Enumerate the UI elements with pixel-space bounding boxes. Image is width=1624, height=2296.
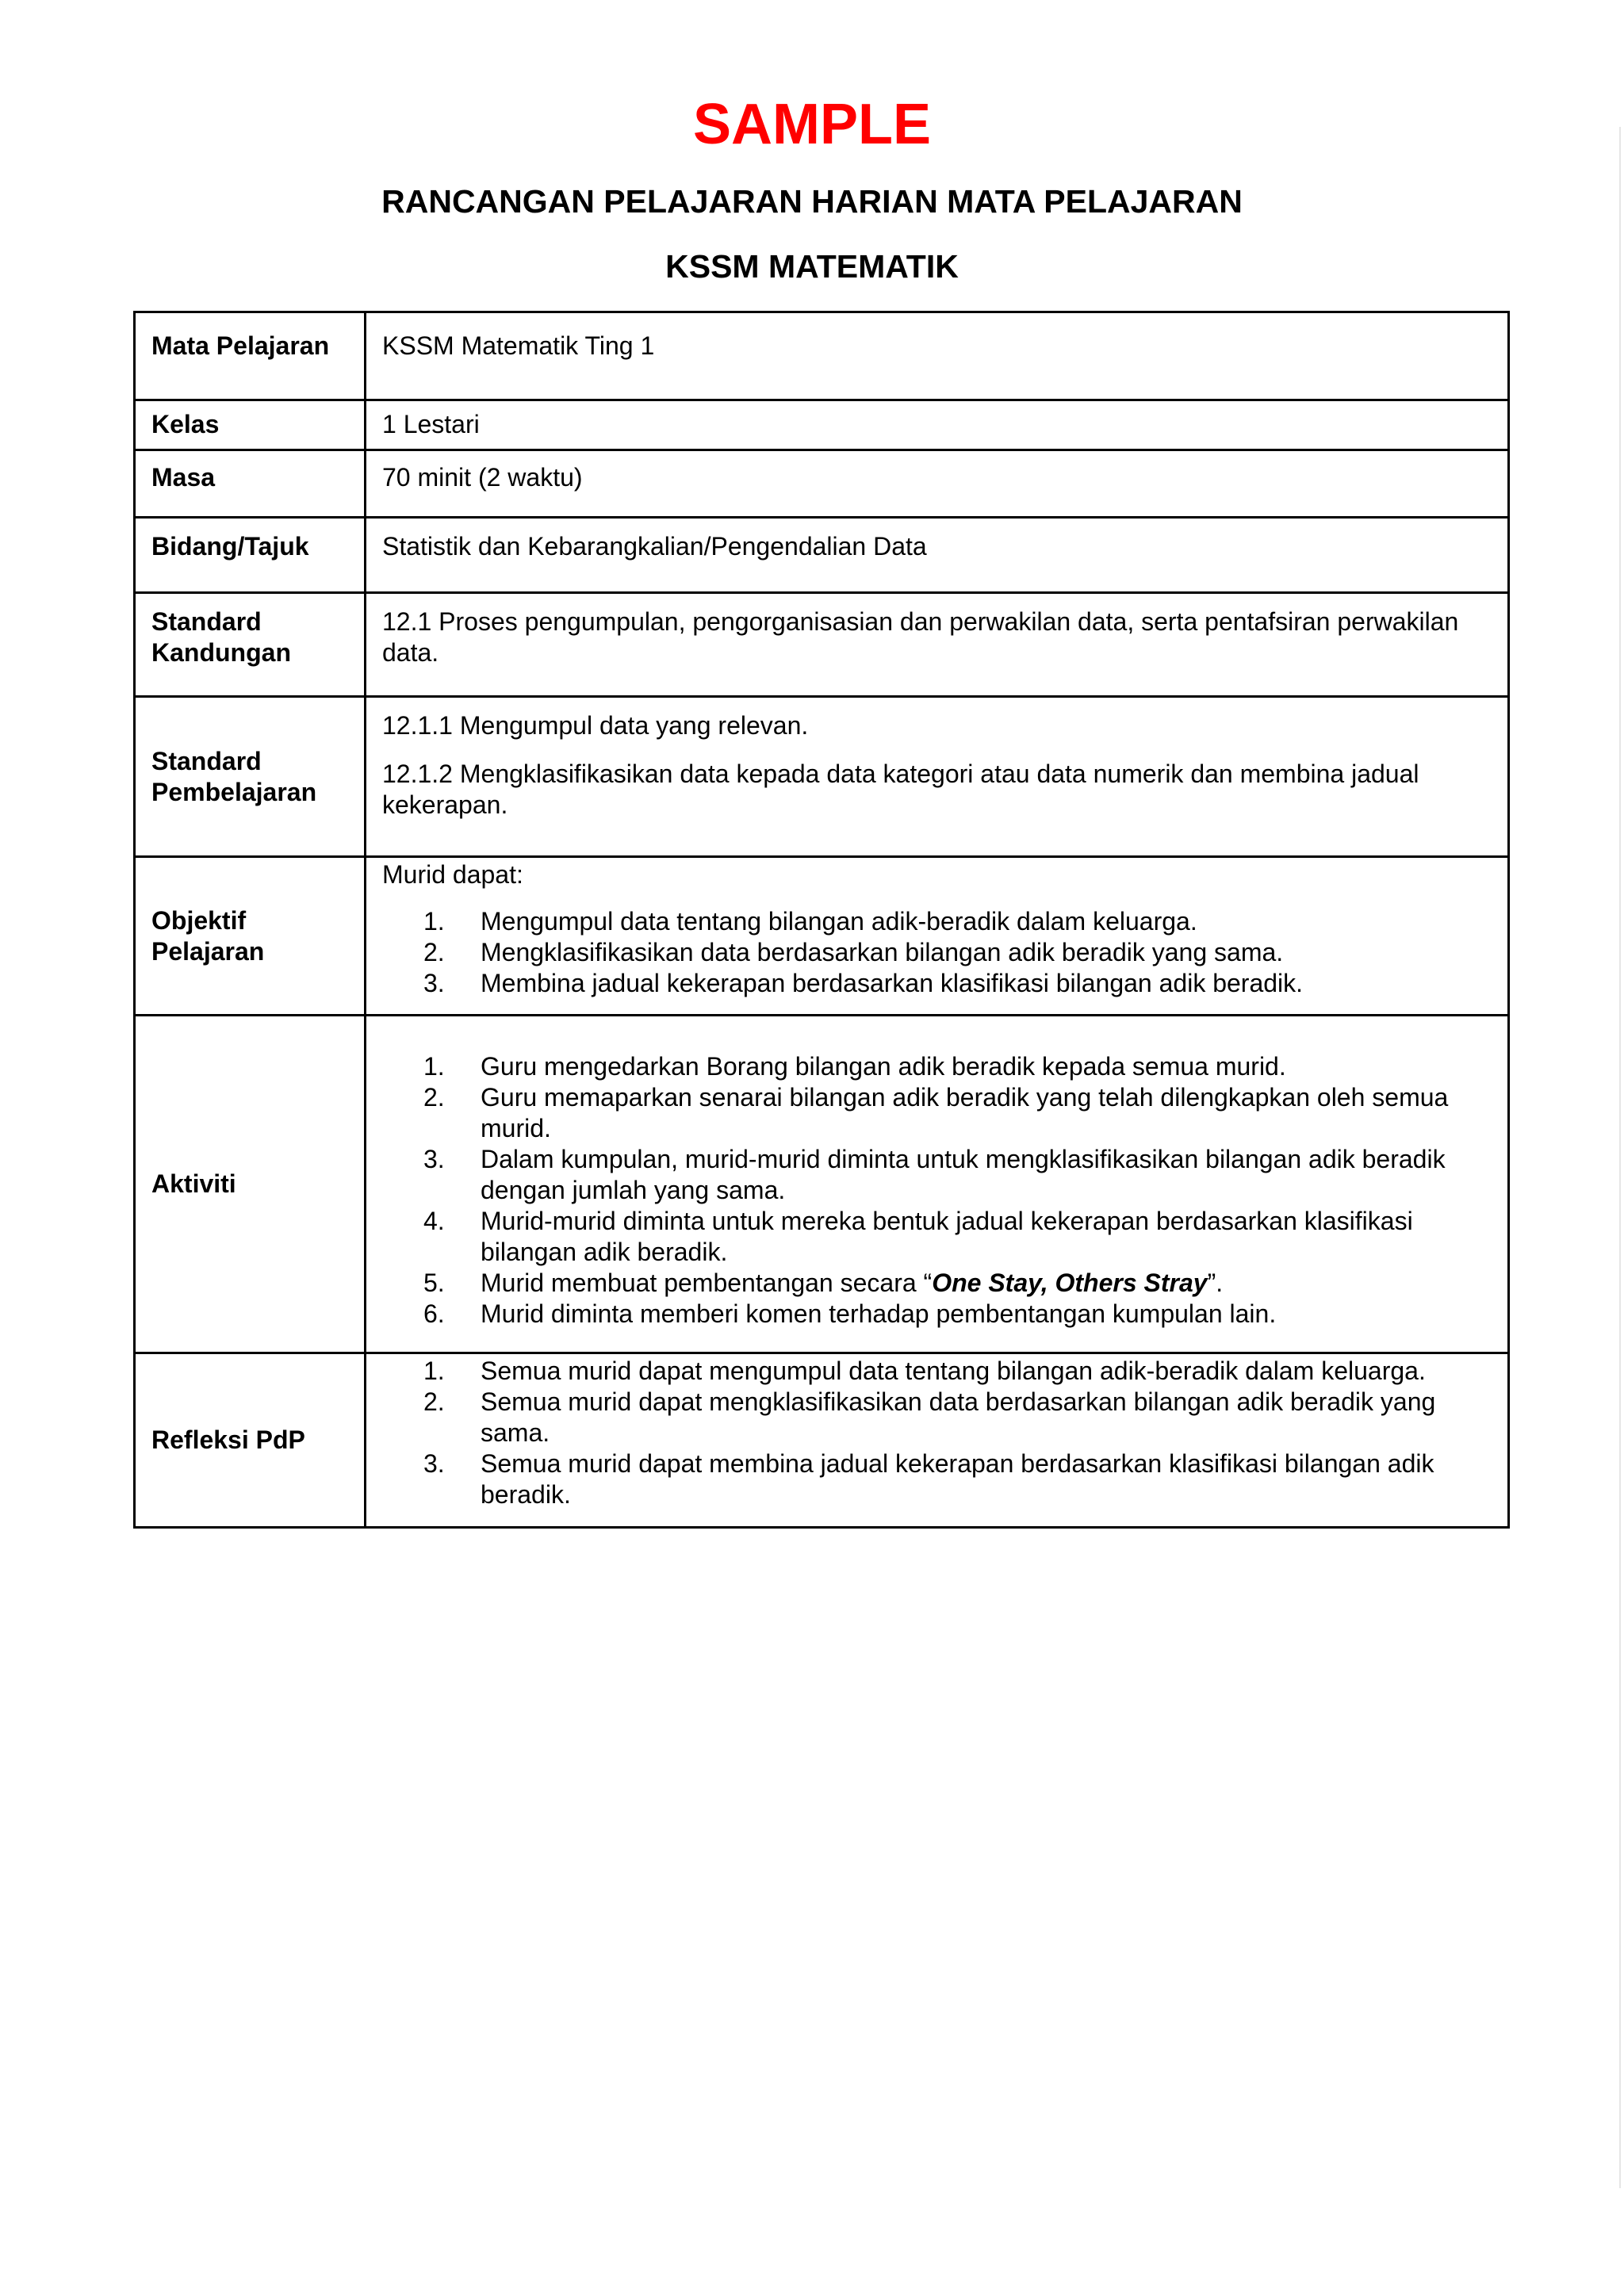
row-label: Objektif Pelajaran: [151, 905, 265, 966]
value-cell: [366, 697, 1509, 857]
value-cell: 12.1 Proses pengumpulan, pengorganisasian dan perwakilan data, serta pentafsiran perwakilan data.: [366, 593, 1509, 697]
activity-list: [382, 1051, 1492, 1330]
label-cell: [135, 1353, 366, 1528]
list-item: Membina jadual kekerapan berdasarkan klasifikasi bilangan adik beradik.: [481, 969, 1304, 997]
row-label: Aktiviti: [151, 1169, 236, 1198]
row-refleksi: [135, 1353, 1509, 1528]
list-item: Semua murid dapat mengumpul data tentang bilangan adik-beradik dalam keluarga.: [481, 1357, 1426, 1385]
row-kelas: [135, 400, 1509, 450]
list-item: Semua murid dapat membina jadual kekerapan berdasarkan klasifikasi bilangan adik beradik.: [481, 1449, 1434, 1509]
document-subtitle: KSSM MATEMATIK: [665, 248, 959, 285]
label-cell: [135, 450, 366, 518]
row-label: Standard Kandungan: [151, 607, 291, 667]
list-item: [481, 1268, 1492, 1299]
value-cell: KSSM Matematik Ting 1: [366, 312, 1509, 400]
value-cell: [366, 1353, 1509, 1528]
value-cell: [366, 857, 1509, 1016]
label-cell: [135, 400, 366, 450]
item-text: ”.: [1207, 1269, 1224, 1297]
item-text: Murid membuat pembentangan secara “: [481, 1269, 933, 1297]
list-item: Murid-murid diminta untuk mereka bentuk jadual kekerapan berdasarkan klasifikasi bilangan adik beradik.: [481, 1207, 1413, 1266]
row-label: Bidang/Tajuk: [151, 532, 309, 561]
row-label: Kelas: [151, 410, 220, 438]
row-aktiviti: [135, 1016, 1509, 1353]
row-mata-pelajaran: [135, 312, 1509, 400]
label-cell: [135, 593, 366, 697]
list-item: Guru mengedarkan Borang bilangan adik beradik kepada semua murid.: [481, 1052, 1286, 1081]
objective-intro: Murid dapat:: [382, 860, 523, 889]
value-cell: [366, 1016, 1509, 1353]
emphasis-text: One Stay, Others Stray: [932, 1269, 1208, 1297]
row-standard-pembelajaran: [135, 697, 1509, 857]
row-label: Mata Pelajaran: [151, 331, 330, 360]
value-cell: 70 minit (2 waktu): [366, 450, 1509, 518]
objective-list: [382, 906, 1492, 999]
row-standard-kandungan: [135, 593, 1509, 697]
label-cell: [135, 857, 366, 1016]
row-label: Refleksi PdP: [151, 1425, 305, 1454]
label-cell: [135, 1016, 366, 1353]
value-cell: 1 Lestari: [366, 400, 1509, 450]
list-item: Mengumpul data tentang bilangan adik-beradik dalam keluarga.: [481, 907, 1197, 936]
label-cell: [135, 518, 366, 593]
list-item: Semua murid dapat mengklasifikasikan data berdasarkan bilangan adik beradik yang sama.: [481, 1387, 1436, 1447]
page-edge: [1619, 127, 1621, 2188]
learning-standard-item: 12.1.1 Mengumpul data yang relevan.: [382, 711, 809, 740]
sample-watermark: SAMPLE: [692, 93, 932, 156]
document-title: RANCANGAN PELAJARAN HARIAN MATA PELAJARAN: [381, 183, 1243, 220]
list-item: Mengklasifikasikan data berdasarkan bilangan adik beradik yang sama.: [481, 938, 1284, 966]
row-label: Standard Pembelajaran: [151, 746, 317, 806]
list-item: Guru memaparkan senarai bilangan adik beradik yang telah dilengkapkan oleh semua murid.: [481, 1083, 1449, 1142]
row-label: Masa: [151, 463, 216, 492]
learning-standard-item: 12.1.2 Mengklasifikasikan data kepada data kategori atau data numerik dan membina jadual kekerapan.: [382, 760, 1419, 819]
label-cell: [135, 312, 366, 400]
lesson-plan-table: [133, 311, 1510, 1529]
list-item: Murid diminta memberi komen terhadap pembentangan kumpulan lain.: [481, 1299, 1277, 1328]
reflection-list: [382, 1356, 1492, 1510]
value-cell: Statistik dan Kebarangkalian/Pengendalian Data: [366, 518, 1509, 593]
row-bidang-tajuk: [135, 518, 1509, 593]
row-masa: [135, 450, 1509, 518]
row-objektif: [135, 857, 1509, 1016]
label-cell: [135, 697, 366, 857]
list-item: Dalam kumpulan, murid-murid diminta untuk mengklasifikasikan bilangan adik beradik dengan jumlah yang sama.: [481, 1145, 1446, 1204]
